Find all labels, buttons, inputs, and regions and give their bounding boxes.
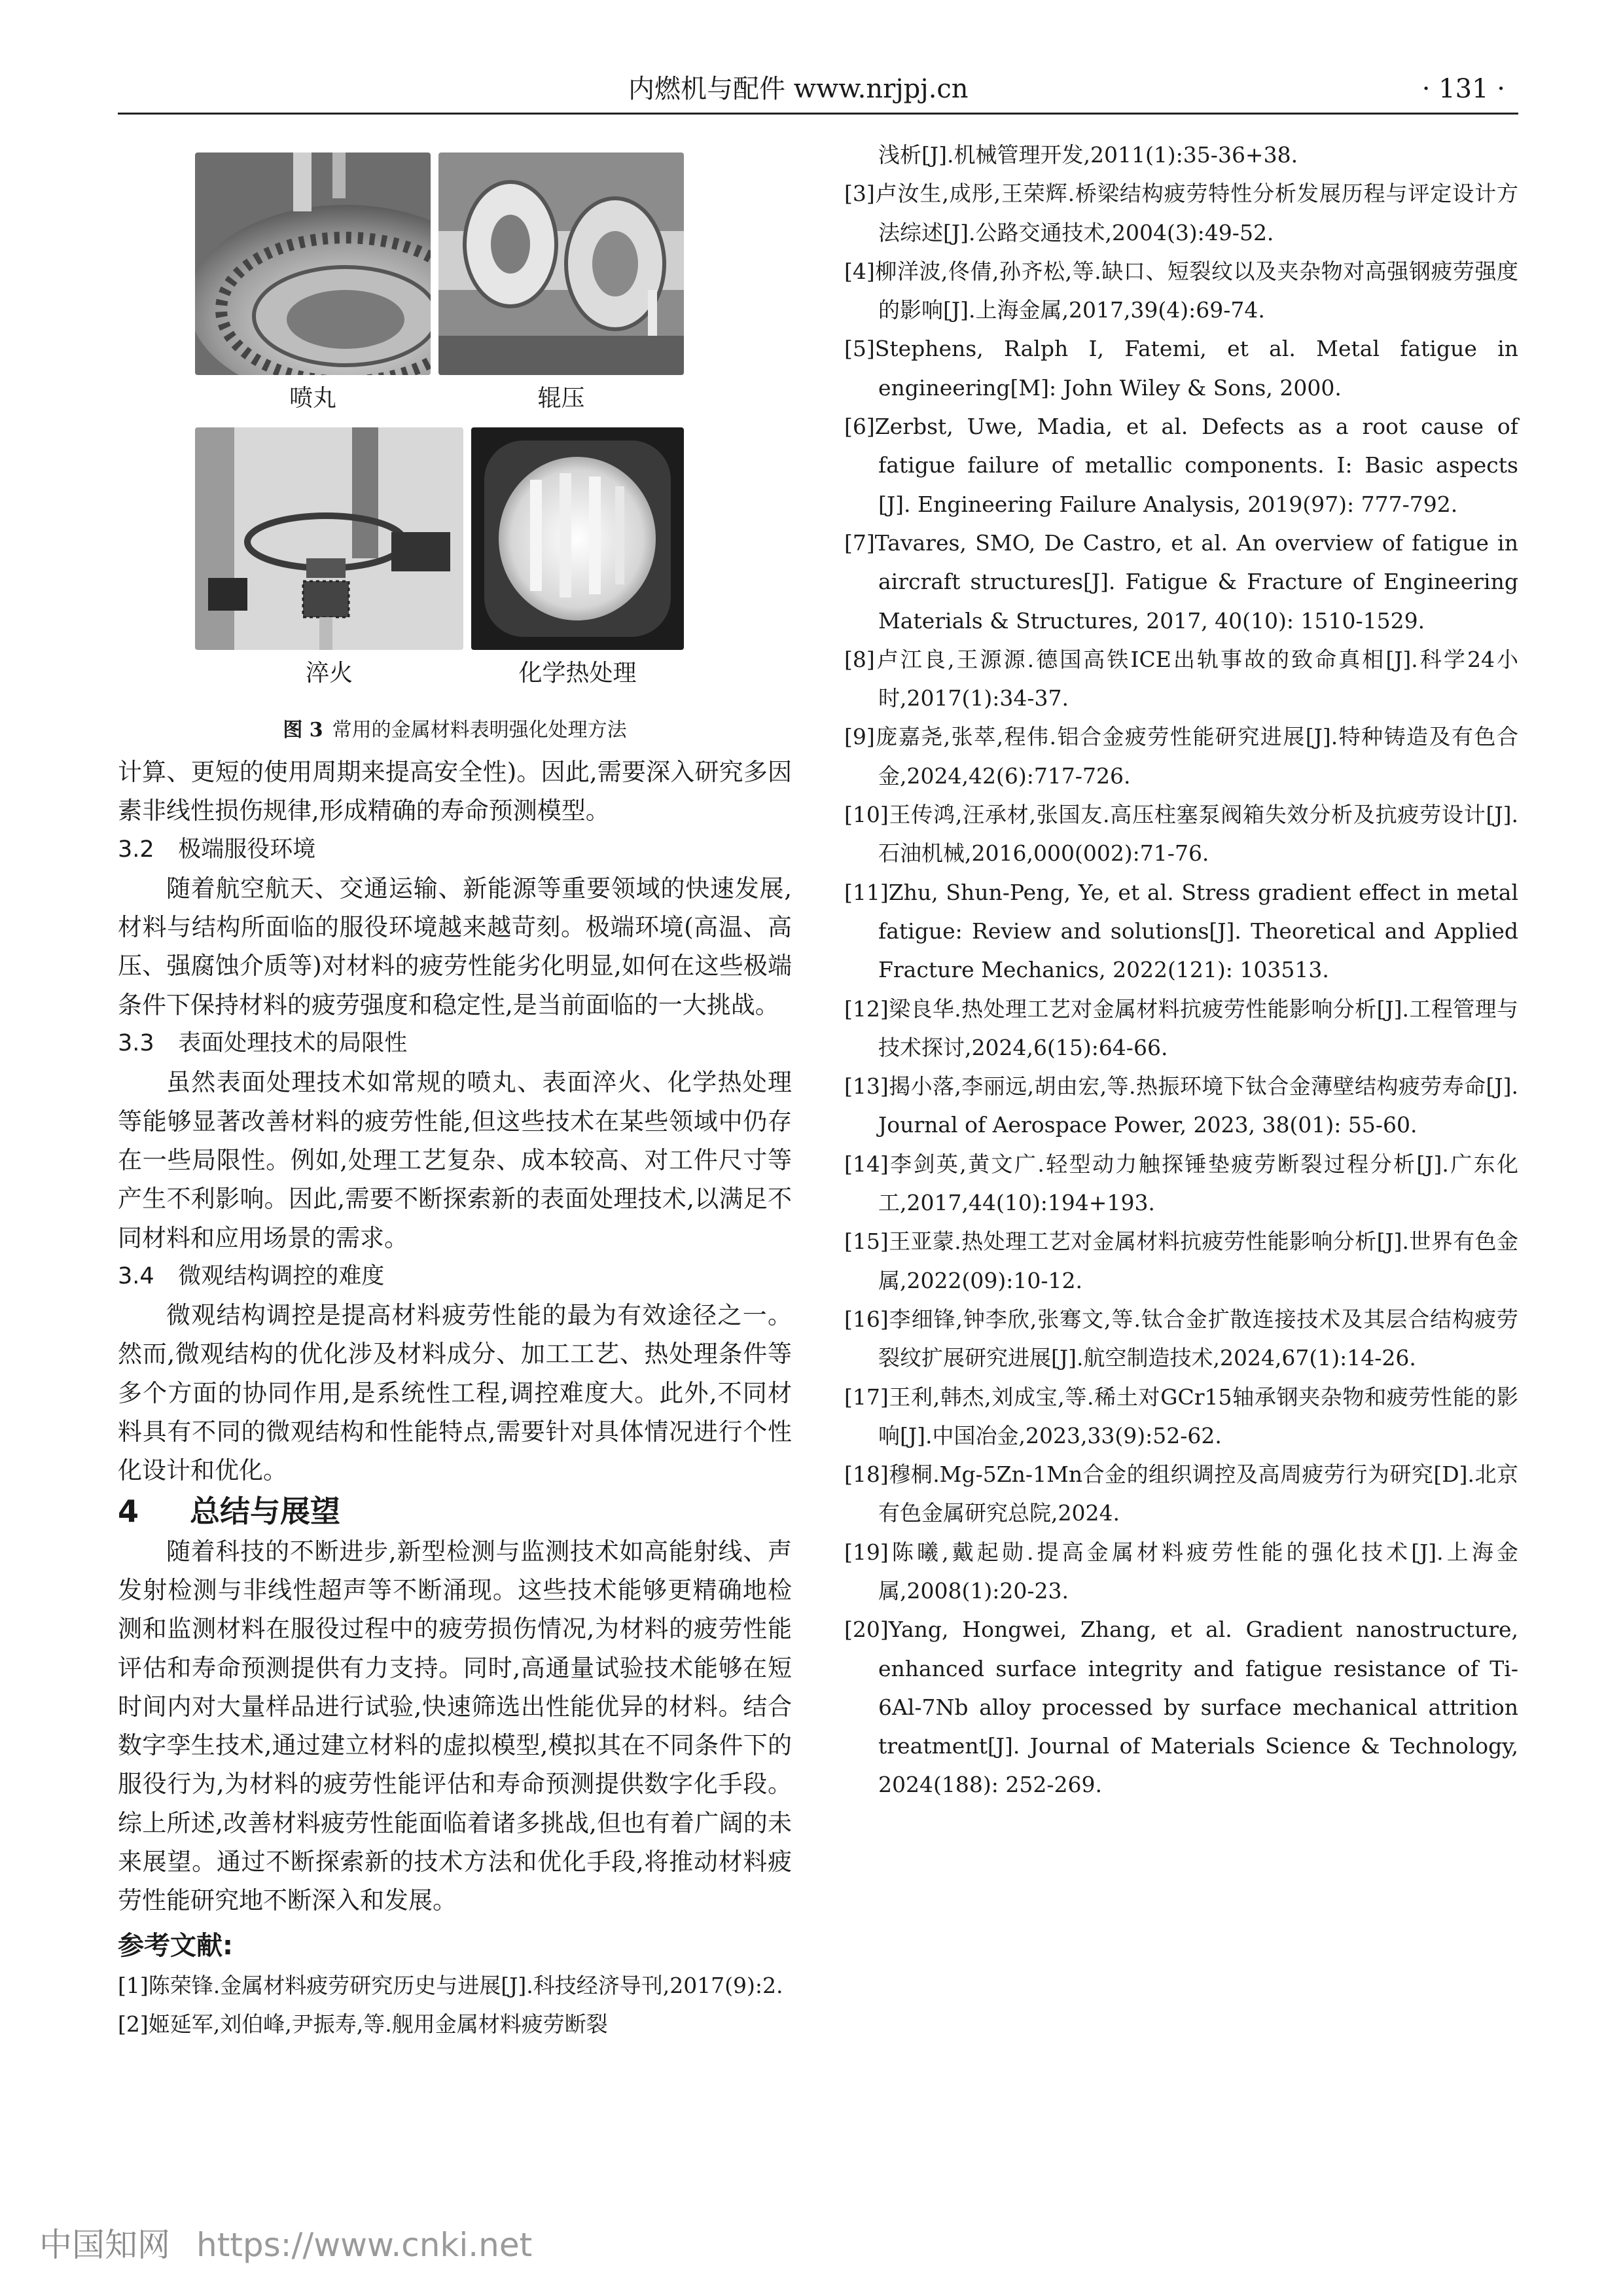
reference-7: [7]Tavares, SMO, De Castro, et al. An overview of fatigue in aircraft structures[J]. Fatigue & Fracture of Engineering Materials & Structures, 2017, 40(10): 1510-1529. [844,529,1518,634]
figure-number: 图 3 [283,719,323,742]
rolling-photo [438,152,684,375]
chemical-heat-treatment-photo [471,427,684,650]
gear-ring-image [195,152,431,375]
subsection-title: 极端服役环境 [178,836,316,863]
subsection-number: 3.3 [118,1030,154,1057]
cnki-watermark [39,2219,532,2266]
roller-image [438,152,684,375]
subsection-number: 3.4 [118,1263,154,1289]
reference-9: [9]庞嘉尧,张萃,程伟.铝合金疲劳性能研究进展[J].特种铸造及有色合金,2024,42(6):717-726. [844,724,1518,789]
reference-11: [11]Zhu, Shun-Peng, Ye, et al. Stress gradient effect in metal fatigue: Review and solutions[J]. Theoretical and Applied Fracture Mechanics, 2022(121): 103513. [844,879,1518,983]
paragraph: 随着科技的不断进步,新型检测与监测技术如高能射线、声发射检测与非线性超声等不断涌现。这些技术能够更精确地检测和监测材料在服役过程中的疲劳损伤情况,为材料的疲劳性能评估和寿命预测提供有力支持。同时,高通量试验技术能够在短时间内对大量样品进行试验,快速筛选出性能优异的材料。结合数字孪生技术,通过建立材料的虚拟模型,模拟其在不同条件下的服役行为,为材料的疲劳性能评估和寿命预测提供数字化手段。综上所述,改善材料疲劳性能面临着诸多挑战,但也有着广阔的未来展望。通过不断探索新的技术方法和优化手段,将推动材料疲劳性能研究地不断深入和发展。 [118,1537,792,1915]
reference-15: [15]王亚蒙.热处理工艺对金属材料抗疲劳性能影响分析[J].世界有色金属,2022(09):10-12. [844,1229,1518,1293]
reference-12: [12]梁良华.热处理工艺对金属材料抗疲劳性能影响分析[J].工程管理与技术探讨,2024,6(15):64-66. [844,996,1518,1060]
reference-14: [14]李剑英,黄文广.轻型动力触探锤垫疲劳断裂过程分析[J].广东化工,2017,44(10):194+193. [844,1151,1518,1216]
left-column [118,134,792,2037]
reference-list [844,135,1518,1804]
watermark-url: https://www.cnki.net [196,2226,533,2264]
induction-coil-image [195,427,463,650]
paragraph: 微观结构调控是提高材料疲劳性能的最为有效途径之一。然而,微观结构的优化涉及材料成分、加工工艺、热处理条件等多个方面的协同作用,是系统性工程,调控难度大。此外,不同材料具有不同的微观结构和性能特点,需要针对具体情况进行个性化设计和优化。 [118,1301,792,1485]
section-heading-4 [118,1490,792,1532]
journal-name: 内燃机与配件 www.nrjpj.cn [628,74,969,104]
subsection-heading-3-3 [118,1024,792,1063]
reference-20: [20]Yang, Hongwei, Zhang, et al. Gradient nanostructure, enhanced surface integrity and fatigue resistance of Ti-6Al-7Nb alloy processed by surface mechanical attrition treatment[J]. Journal of Materials Science & Technology, 2024(188): 252-269. [844,1617,1518,1798]
subsection-heading-3-4 [118,1257,792,1296]
section-number: 4 [118,1493,139,1529]
running-header [118,69,1518,115]
page-number: · 131 · [1421,74,1505,104]
reference-8: [8]卢江良,王源源.德国高铁ICE出轨事故的致命真相[J].科学24小时,2017(1):34-37. [844,646,1518,711]
watermark-brand: 中国知网 [39,2226,170,2264]
reference-4: [4]柳洋波,佟倩,孙齐松,等.缺口、短裂纹以及夹杂物对高强钢疲劳强度的影响[J].上海金属,2017,39(4):69-74. [844,258,1518,323]
reference-16: [16]李细锋,钟李欣,张骞文,等.钛合金扩散连接技术及其层合结构疲劳裂纹扩展研究进展[J].航空制造技术,2024,67(1):14-26. [844,1306,1518,1371]
quenching-photo [195,427,463,650]
reference-19: [19]陈曦,戴起勋.提高金属材料疲劳性能的强化技术[J].上海金属,2008(1):20-23. [844,1539,1518,1604]
figure-caption [118,713,792,742]
paragraph: 虽然表面处理技术如常规的喷丸、表面淬火、化学热处理等能够显著改善材料的疲劳性能,但这些技术在某些领域中仍存在一些局限性。例如,处理工艺复杂、成本较高、对工件尺寸等产生不利影响。因此,需要不断探索新的表面处理技术,以满足不同材料和应用场景的需求。 [118,1068,792,1252]
furnace-image [471,427,684,650]
label-rolling: 辊压 [537,385,585,412]
subsection-heading-3-2 [118,831,792,869]
reference-17: [17]王利,韩杰,刘成宝,等.稀土对GCr15轴承钢夹杂物和疲劳性能的影响[J].中国冶金,2023,33(9):52-62. [844,1384,1518,1448]
paragraph: 计算、更短的使用周期来提高安全性)。因此,需要深入研究多因素非线性损伤规律,形成精确的寿命预测模型。 [118,758,792,825]
figure-caption-text: 常用的金属材料表明强化处理方法 [332,719,627,742]
header-rule [118,113,1518,115]
reference-18: [18]穆桐.Mg-5Zn-1Mn合金的组织调控及高周疲劳行为研究[D].北京有色金属研究总院,2024. [844,1462,1518,1526]
reference-5: [5]Stephens, Ralph I, Fatemi, et al. Metal fatigue in engineering[M]: John Wiley & Sons, 2000. [844,336,1518,401]
figure-3 [118,134,792,742]
reference-10: [10]王传鸿,汪承材,张国友.高压柱塞泵阀箱失效分析及抗疲劳设计[J].石油机械,2016,000(002):71-76. [844,802,1518,867]
subsection-title: 表面处理技术的局限性 [178,1030,408,1057]
subsection-number: 3.2 [118,836,154,863]
label-quenching: 淬火 [305,660,353,687]
paragraph: 随着航空航天、交通运输、新能源等重要领域的快速发展,材料与结构所面临的服役环境越来越苛刻。极端环境(高温、高压、强腐蚀介质等)对材料的疲劳性能劣化明显,如何在这些极端条件下保持材料的疲劳强度和稳定性,是当前面临的一大挑战。 [118,874,792,1019]
left-body [118,753,792,2043]
reference-1: [1]陈荣锋.金属材料疲劳研究历史与进展[J].科技经济导刊,2017(9):2. [118,1972,783,1998]
subsection-title: 微观结构调控的难度 [178,1263,385,1289]
reference-2-continued: 浅析[J].机械管理开发,2011(1):35-36+38. [878,142,1298,168]
reference-13: [13]揭小落,李丽远,胡由宏,等.热振环境下钛合金薄壁结构疲劳寿命[J]. Journal of Aerospace Power, 2023, 38(01): 55-60. [844,1073,1518,1138]
label-chemical-heat-treatment: 化学热处理 [518,660,637,687]
reference-2: [2]姬延军,刘伯峰,尹振寿,等.舰用金属材料疲劳断裂 [118,2011,608,2037]
shot-peening-photo [195,152,431,375]
label-shot-peening: 喷丸 [289,385,336,412]
section-title: 总结与展望 [190,1493,340,1529]
references-heading: 参考文献: [118,1930,233,1961]
reference-6: [6]Zerbst, Uwe, Madia, et al. Defects as a root cause of fatigue failure of metallic components. I: Basic aspects [J]. Engineering Failure Analysis, 2019(97): 777-792. [844,414,1518,517]
reference-3: [3]卢汝生,成彤,王荣辉.桥梁结构疲劳特性分析发展历程与评定设计方法综述[J].公路交通技术,2004(3):49-52. [844,181,1518,245]
